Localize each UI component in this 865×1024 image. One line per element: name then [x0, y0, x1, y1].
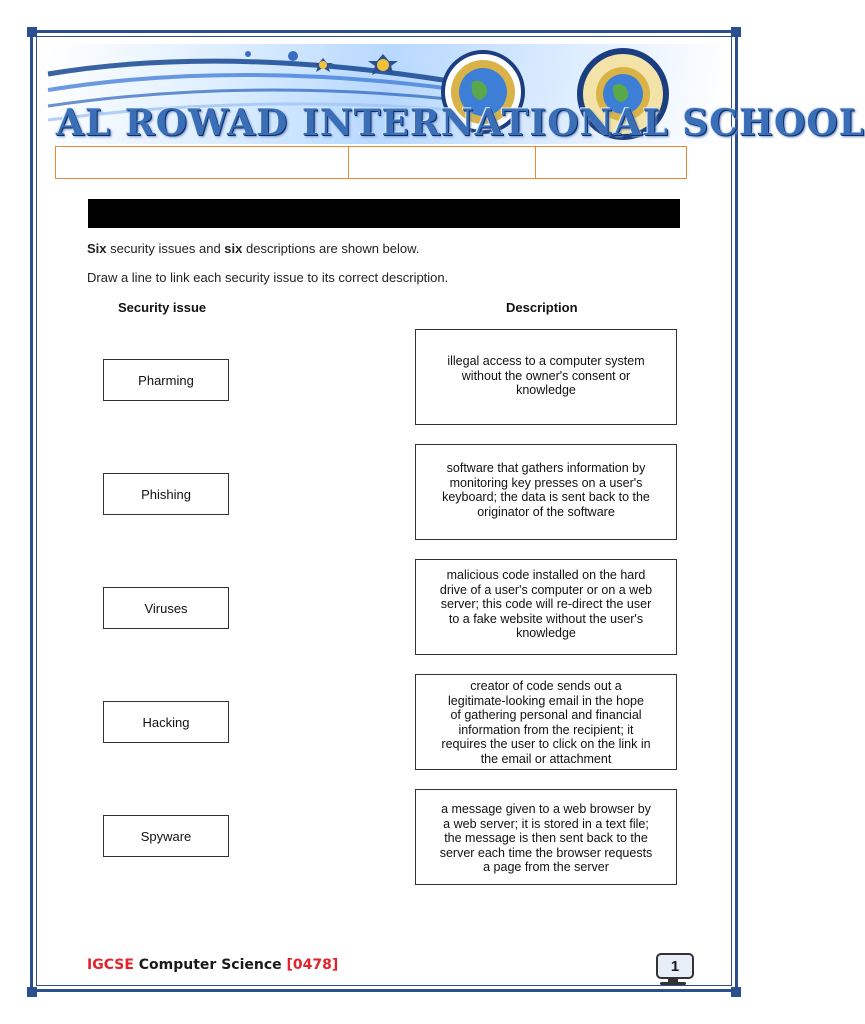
footer-course-label — [87, 957, 338, 973]
info-cell-name — [56, 147, 349, 178]
monitor-base — [660, 982, 686, 985]
frame-corner — [731, 987, 741, 997]
school-name: AL ROWAD INTERNATIONAL SCHOOL — [56, 102, 865, 144]
frame-corner — [27, 27, 37, 37]
column-header-security-issue: Security issue — [118, 300, 207, 315]
issue-box[interactable] — [103, 473, 229, 515]
issue-box[interactable] — [103, 815, 229, 857]
description-box[interactable] — [415, 329, 677, 425]
description-line: knowledge — [516, 383, 576, 397]
description-line: a web server; it is stored in a text file; — [443, 816, 649, 831]
info-cell-date — [536, 147, 686, 178]
description-box[interactable] — [415, 444, 677, 540]
description-line: creator of code sends out a — [470, 679, 622, 693]
description-line: malicious code installed on the hard — [446, 568, 646, 582]
issue-box[interactable] — [103, 587, 229, 629]
description-line: a message given to a web browser by — [441, 802, 651, 816]
instruction-line-1 — [87, 241, 419, 256]
issue-box[interactable] — [103, 359, 229, 401]
description-line: without the owner's consent or — [461, 368, 631, 383]
description-line: drive of a user's computer or on a web — [439, 582, 653, 597]
description-box[interactable] — [415, 789, 677, 885]
instruction-strong-six: Six — [87, 241, 107, 256]
description-box[interactable] — [415, 674, 677, 770]
description-line: legitimate-looking email in the hope — [448, 693, 644, 708]
description-line: server; this code will re-direct the user — [440, 597, 652, 611]
instruction-line-2: Draw a line to link each security issue to its correct description. — [87, 270, 449, 285]
school-banner — [48, 44, 865, 144]
issue-label: Hacking — [142, 714, 190, 730]
description-line: to a fake website without the user's — [448, 611, 644, 626]
description-line: the message is then sent back to the — [444, 831, 648, 845]
description-line: information from the recipient; it — [458, 722, 634, 737]
issue-label: Viruses — [144, 600, 188, 616]
frame-corner — [731, 27, 741, 37]
issue-label: Phishing — [141, 486, 191, 502]
description-line: illegal access to a computer system — [447, 354, 645, 368]
footer-code: [0478] — [286, 957, 339, 973]
description-line: originator of the software — [477, 504, 615, 519]
description-box[interactable] — [415, 559, 677, 655]
description-line: knowledge — [516, 626, 576, 640]
column-header-description: Description — [506, 300, 578, 315]
instruction-text: descriptions are shown below. — [242, 241, 420, 256]
info-cell-class — [349, 147, 536, 178]
issue-box[interactable] — [103, 701, 229, 743]
description-line: a page from the server — [483, 860, 609, 874]
description-line: of gathering personal and financial — [450, 708, 642, 722]
page-number: 1 — [670, 957, 680, 975]
redacted-title-bar — [88, 199, 680, 228]
description-line: the email or attachment — [480, 751, 612, 766]
frame-corner — [27, 987, 37, 997]
description-line: requires the user to click on the link in — [441, 737, 651, 751]
instruction-text: security issues and — [106, 241, 225, 256]
header-info-row — [55, 146, 687, 179]
footer-subject: Computer Science — [133, 957, 287, 973]
instruction-strong-six: six — [224, 241, 243, 256]
issue-label: Spyware — [140, 828, 192, 844]
description-line: keyboard; the data is sent back to the — [442, 490, 650, 504]
page-number-monitor-icon — [656, 953, 694, 979]
description-line: monitoring key presses on a user's — [449, 475, 643, 490]
footer-igcse: IGCSE — [87, 957, 134, 973]
description-line: software that gathers information by — [446, 461, 646, 475]
issue-label: Pharming — [138, 372, 194, 388]
description-line: server each time the browser requests — [439, 845, 653, 860]
